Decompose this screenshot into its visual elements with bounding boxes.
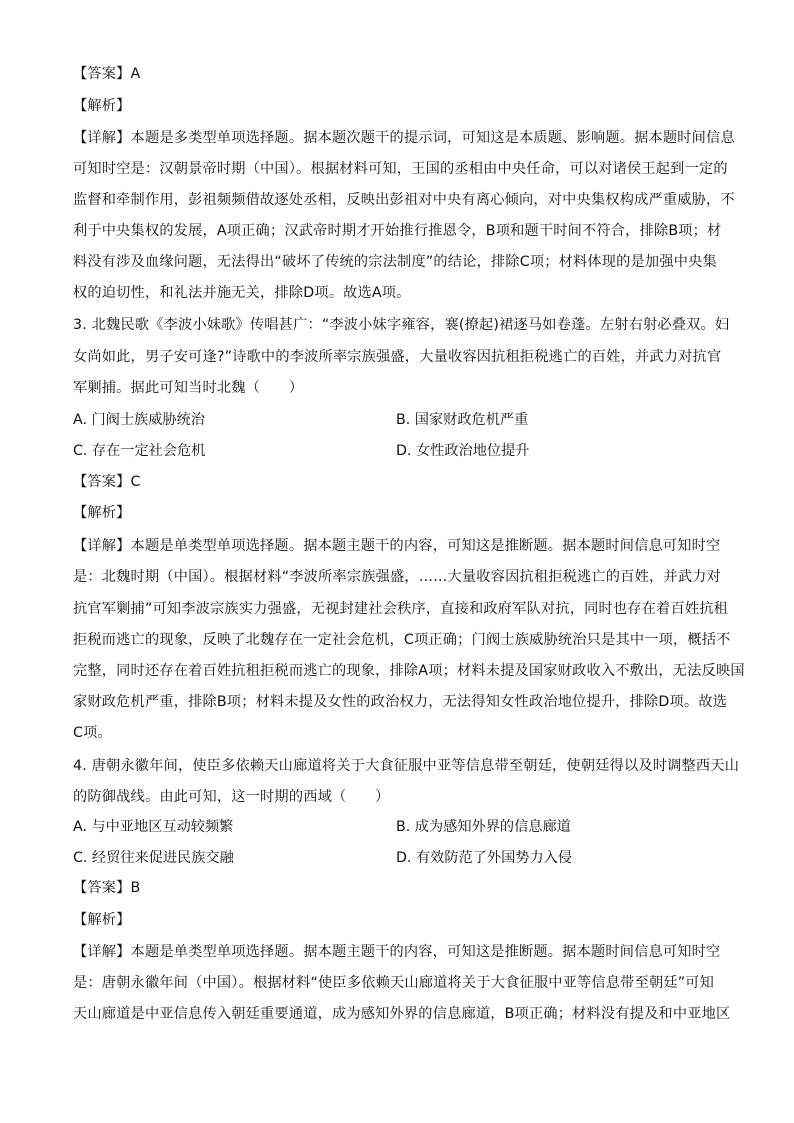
- detail-line: 监督和牵制作用，彭祖频频借故逐处丞相，反映出彭祖对中央有离心倾向，对中央集权构成严重威胁，不: [73, 192, 735, 208]
- detail-line: 利于中央集权的发展，A项正确；汉武帝时期才开始推行推恩令，B项和题干时间不符合，排除B项；材: [73, 223, 722, 239]
- question-stem: 3. 北魏民歌《李波小妹歌》传唱甚广：“李波小妹字雍容，褰(撩起)裙逐马如卷蓬。左射右射必叠双。妇: [73, 317, 730, 333]
- detail-line: 是：唐朝永徽年间（中国）。根据材料“使臣多依赖天山廊道将关于大食征服中亚等信息带至朝廷”可知: [73, 975, 715, 991]
- option-a: A. 与中亚地区互动较频繁: [73, 819, 234, 835]
- question-stem: 女尚如此，男子安可逢?”诗歌中的李波所率宗族强盛，大量收容因抗租拒税逃亡的百姓，并武力对抗官: [73, 349, 722, 365]
- detail-line: 【详解】本题是单类型单项选择题。据本题主题干的内容，可知这是推断题。据本题时间信息可知时空: [73, 944, 721, 960]
- detail-line: 天山廊道是中亚信息传入朝廷重要通道，成为感知外界的信息廊道，B项正确；材料没有提及和中亚地区: [73, 1006, 731, 1022]
- question-stem: 军剿捕。据此可知当时北魏（ ）: [73, 380, 304, 396]
- analysis-label: 【解析】: [73, 912, 131, 928]
- option-d: D. 女性政治地位提升: [396, 443, 530, 459]
- detail-line: 料没有涉及血缘问题，无法得出“破坏了传统的宗法制度”的结论，排除C项；材料体现的是加强中央集: [73, 254, 717, 270]
- detail-line: 可知时空是：汉朝景帝时期（中国）。根据材料可知，王国的丞相由中央任命，可以对诸侯王起到一定的: [73, 161, 728, 177]
- answer-label: 【答案】B: [73, 880, 141, 896]
- answer-label: 【答案】C: [73, 474, 141, 490]
- option-c: C. 经贸往来促进民族交融: [73, 850, 234, 866]
- detail-line: 是：北魏时期（中国）。根据材料“李波所率宗族强盛，……大量收容因抗租拒税逃亡的百姓，并武力对: [73, 569, 721, 585]
- detail-line: 权的迫切性，和礼法并施无关，排除D项。故选A项。: [73, 285, 411, 301]
- detail-line: 抗官军剿捕”可知李波宗族实力强盛，无视封建社会秩序，直接和政府军队对抗，同时也存在着百姓抗租: [73, 601, 728, 617]
- question-stem: 的防御战线。由此可知，这一时期的西域（ ）: [73, 789, 390, 805]
- detail-line: 拒税而逃亡的现象，反映了北魏存在一定社会危机，C项正确；门阀士族威胁统治只是其中一项，概括不: [73, 632, 731, 648]
- analysis-label: 【解析】: [73, 505, 131, 521]
- question-stem: 4. 唐朝永徽年间，使臣多依赖天山廊道将关于大食征服中亚等信息带至朝廷，使朝廷得以及时调整西天山: [73, 758, 740, 774]
- detail-line: 完整，同时还存在着百姓抗租拒税而逃亡的现象，排除A项；材料未提及国家财政收入不敷出，无法反映国: [73, 663, 745, 679]
- option-a: A. 门阀士族威胁统治: [73, 412, 205, 428]
- analysis-label: 【解析】: [73, 98, 131, 114]
- detail-line: C项。: [73, 725, 112, 741]
- detail-line: 【详解】本题是多类型单项选择题。据本题次题干的提示词，可知这是本质题、影响题。据本题时间信息: [73, 130, 735, 146]
- option-d: D. 有效防范了外国势力入侵: [396, 850, 573, 866]
- detail-line: 【详解】本题是单类型单项选择题。据本题主题干的内容，可知这是推断题。据本题时间信息可知时空: [73, 538, 721, 554]
- option-b: B. 国家财政危机严重: [396, 412, 529, 428]
- answer-label: 【答案】A: [73, 66, 141, 82]
- option-c: C. 存在一定社会危机: [73, 443, 206, 459]
- option-b: B. 成为感知外界的信息廊道: [396, 819, 571, 835]
- detail-line: 家财政危机严重，排除B项；材料未提及女性的政治权力，无法得知女性政治地位提升，排除D项。故选: [73, 694, 728, 710]
